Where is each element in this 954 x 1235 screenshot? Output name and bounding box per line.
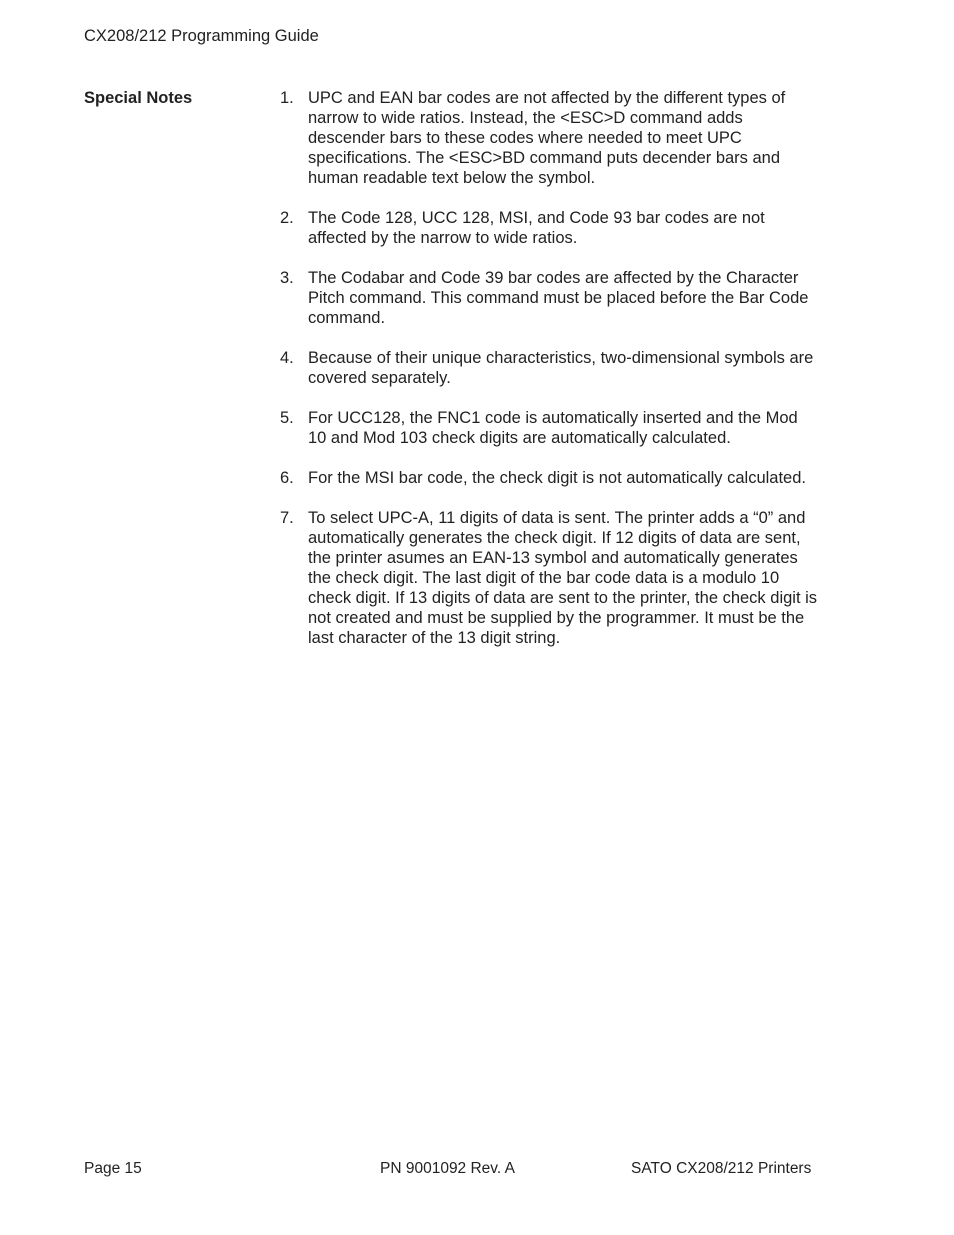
note-text: To select UPC-A, 11 digits of data is sent. The printer adds a “0” and automatically generates the check digit. If 12 digits of data are sent, the printer asumes an EAN-13 symbol and automatically generates the check digit. The last digit of the bar code data is a modulo 10 check digit. If 13 digits of data are sent to the printer, the check digit is not created and must be supplied by the programmer. It must be the last character of the 13 digit string. (308, 509, 818, 647)
note-text: UPC and EAN bar codes are not affected by the different types of narrow to wide ratios. Instead, the <ESC>D command adds descender bars to these codes where needed to meet UPC specifications. The <ESC>BD command puts decender bars and human readable text below the symbol. (308, 89, 786, 187)
note-text: For UCC128, the FNC1 code is automatically inserted and the Mod 10 and Mod 103 check digits are automatically calculated. (308, 409, 798, 447)
note-item-4 (280, 348, 820, 388)
note-item-1 (280, 88, 820, 188)
note-number: 5. (280, 409, 294, 427)
note-number: 6. (280, 469, 294, 487)
footer-product-name: SATO CX208/212 Printers (631, 1160, 812, 1177)
note-item-2 (280, 208, 820, 248)
footer-page-number: Page 15 (84, 1160, 142, 1177)
note-number: 4. (280, 349, 294, 367)
note-text: For the MSI bar code, the check digit is not automatically calculated. (308, 469, 806, 487)
special-notes-list (280, 88, 820, 668)
note-text: Because of their unique characteristics, two-dimensional symbols are covered separately. (308, 349, 814, 387)
note-text: The Codabar and Code 39 bar codes are affected by the Character Pitch command. This command must be placed before the Bar Code command. (308, 269, 809, 327)
note-text: The Code 128, UCC 128, MSI, and Code 93 bar codes are not affected by the narrow to wide ratios. (308, 209, 765, 247)
note-number: 7. (280, 509, 294, 527)
note-item-5 (280, 408, 820, 448)
footer-part-number: PN 9001092 Rev. A (380, 1160, 515, 1177)
note-number: 1. (280, 89, 294, 107)
note-number: 3. (280, 269, 294, 287)
note-number: 2. (280, 209, 294, 227)
note-item-6 (280, 468, 820, 488)
running-header: CX208/212 Programming Guide (84, 27, 319, 45)
note-item-3 (280, 268, 820, 328)
section-heading: Special Notes (84, 89, 193, 107)
note-item-7 (280, 508, 820, 648)
